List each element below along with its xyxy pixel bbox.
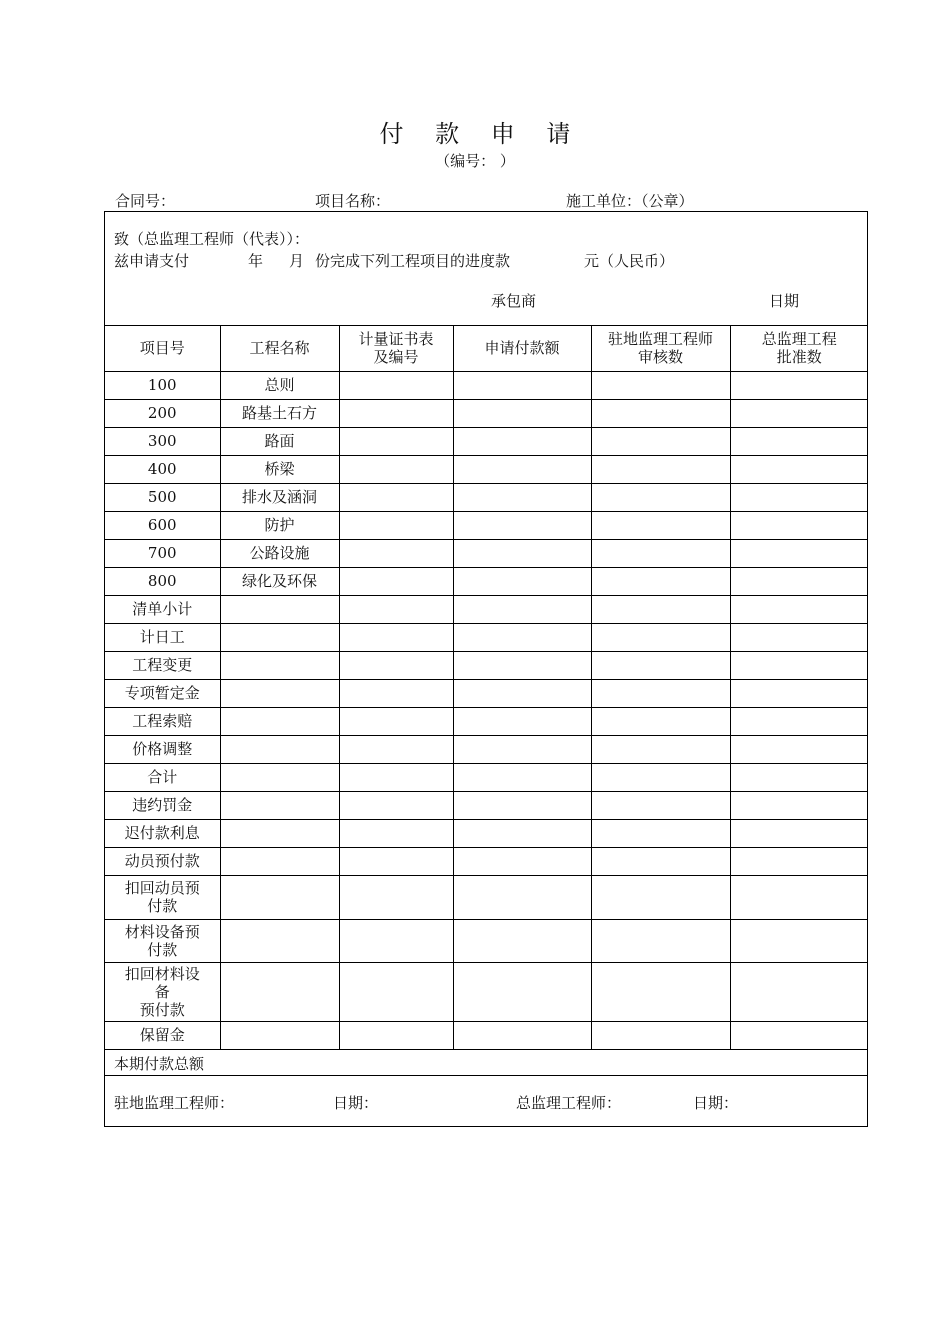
item-number-cell: 扣回动员预 付款 [105,875,220,919]
amount-cell [730,511,868,539]
table-row [105,819,868,847]
amount-cell [339,427,453,455]
amount-cell [591,962,730,1021]
amount-cell [339,455,453,483]
serial-number: （编号： ） [435,152,515,170]
item-number-cell: 价格调整 [105,735,220,763]
amount-cell [453,1021,591,1049]
amount-cell [591,735,730,763]
amount-cell [339,511,453,539]
item-name-cell [220,919,339,962]
amount-cell [339,735,453,763]
amount-cell [339,791,453,819]
column-header: 申请付款额 [453,325,591,371]
item-number-cell: 100 [105,371,220,399]
amount-cell [591,1021,730,1049]
amount-cell [591,539,730,567]
amount-cell [730,371,868,399]
contractor-date-label: 日期 [769,292,800,310]
item-name-cell [220,1021,339,1049]
amount-cell [591,623,730,651]
table-row [105,651,868,679]
item-name-cell [220,623,339,651]
amount-cell [339,875,453,919]
item-number-cell: 计日工 [105,623,220,651]
item-name-cell: 公路设施 [220,539,339,567]
amount-cell [591,791,730,819]
amount-cell [339,623,453,651]
amount-cell [730,707,868,735]
payment-form [104,211,868,1127]
amount-cell [453,511,591,539]
amount-cell [730,919,868,962]
amount-cell [591,875,730,919]
amount-cell [339,819,453,847]
amount-cell [453,399,591,427]
table-row [105,1021,868,1049]
contractor-unit-label: 施工单位：（公章） [566,192,694,210]
table-row [105,595,868,623]
amount-cell [453,707,591,735]
amount-cell [591,847,730,875]
amount-cell [730,847,868,875]
amount-cell [339,539,453,567]
table-row [105,399,868,427]
amount-cell [730,679,868,707]
amount-cell [591,763,730,791]
amount-cell [730,595,868,623]
item-name-cell: 排水及涵洞 [220,483,339,511]
amount-cell [453,962,591,1021]
amount-cell [591,595,730,623]
amount-cell [453,679,591,707]
item-name-cell [220,791,339,819]
amount-cell [730,623,868,651]
amount-cell [339,707,453,735]
amount-cell [730,1021,868,1049]
item-name-cell [220,763,339,791]
amount-cell [339,847,453,875]
amount-cell [730,455,868,483]
table-row [105,679,868,707]
amount-cell [453,875,591,919]
amount-cell [453,763,591,791]
item-number-cell: 400 [105,455,220,483]
amount-cell [453,567,591,595]
amount-cell [339,651,453,679]
amount-cell [453,791,591,819]
amount-cell [591,707,730,735]
table-header-row [105,325,868,371]
project-name-label: 项目名称： [315,192,391,210]
application-statement [105,212,867,326]
item-number-cell: 工程索赔 [105,707,220,735]
table-row [105,539,868,567]
amount-cell [591,427,730,455]
item-number-cell: 700 [105,539,220,567]
amount-cell [591,651,730,679]
amount-cell [453,539,591,567]
column-header: 工程名称 [220,325,339,371]
item-number-cell: 800 [105,567,220,595]
amount-cell [339,919,453,962]
amount-cell [453,847,591,875]
table-row [105,735,868,763]
item-name-cell: 路面 [220,427,339,455]
item-name-cell: 绿化及环保 [220,567,339,595]
amount-cell [339,962,453,1021]
amount-cell [339,371,453,399]
column-header: 驻地监理工程师 审核数 [591,325,730,371]
item-number-cell: 600 [105,511,220,539]
amount-cell [730,427,868,455]
resident-engineer-label: 驻地监理工程师： [114,1094,235,1112]
amount-cell [339,1021,453,1049]
item-name-cell: 桥梁 [220,455,339,483]
item-name-cell [220,651,339,679]
item-number-cell: 材料设备预 付款 [105,919,220,962]
amount-cell [339,595,453,623]
item-name-cell [220,707,339,735]
item-name-cell: 路基土石方 [220,399,339,427]
amount-cell [453,651,591,679]
item-number-cell: 扣回材料设 备 预付款 [105,962,220,1021]
amount-cell [730,539,868,567]
amount-cell [453,819,591,847]
column-header: 总监理工程 批准数 [730,325,868,371]
table-row [105,875,868,919]
amount-cell [339,679,453,707]
amount-cell [591,371,730,399]
table-row [105,483,868,511]
item-number-cell: 违约罚金 [105,791,220,819]
addressee: 致（总监理工程师（代表））： [114,230,310,248]
item-name-cell [220,595,339,623]
total-payment-row [105,1048,867,1076]
item-name-cell [220,735,339,763]
amount-cell [453,735,591,763]
amount-cell [453,455,591,483]
table-row [105,567,868,595]
amount-cell [730,735,868,763]
currency-text: 元（人民币） [584,252,675,270]
table-row [105,919,868,962]
amount-cell [591,679,730,707]
amount-cell [730,819,868,847]
item-number-cell: 300 [105,427,220,455]
chief-date-label: 日期： [693,1094,739,1112]
amount-cell [730,763,868,791]
table-row [105,427,868,455]
resident-date-label: 日期： [333,1094,379,1112]
amount-cell [730,483,868,511]
item-name-cell [220,847,339,875]
year-label: 年 [248,252,264,270]
amount-cell [339,763,453,791]
item-number-cell: 清单小计 [105,595,220,623]
amount-cell [730,791,868,819]
item-number-cell: 工程变更 [105,651,220,679]
item-number-cell: 专项暂定金 [105,679,220,707]
amount-cell [453,623,591,651]
progress-text: 份完成下列工程项目的进度款 [315,252,511,270]
amount-cell [730,875,868,919]
contract-number-label: 合同号： [115,192,176,210]
column-header: 计量证书表 及编号 [339,325,453,371]
item-number-cell: 200 [105,399,220,427]
item-number-cell: 500 [105,483,220,511]
table-row [105,455,868,483]
table-row [105,847,868,875]
amount-cell [730,399,868,427]
payment-table [105,325,868,1050]
request-text: 兹申请支付 [114,252,190,270]
amount-cell [591,511,730,539]
amount-cell [339,567,453,595]
amount-cell [730,962,868,1021]
amount-cell [591,819,730,847]
amount-cell [453,595,591,623]
amount-cell [339,483,453,511]
item-name-cell [220,819,339,847]
item-name-cell [220,679,339,707]
chief-engineer-label: 总监理工程师： [516,1094,622,1112]
amount-cell [453,371,591,399]
amount-cell [453,427,591,455]
item-number-cell: 动员预付款 [105,847,220,875]
table-row [105,623,868,651]
signature-row [105,1076,867,1126]
amount-cell [453,919,591,962]
total-payment-label: 本期付款总额 [114,1055,205,1073]
item-name-cell: 总则 [220,371,339,399]
table-row [105,791,868,819]
amount-cell [591,455,730,483]
amount-cell [453,483,591,511]
item-name-cell [220,962,339,1021]
amount-cell [339,399,453,427]
table-row [105,511,868,539]
item-number-cell: 合计 [105,763,220,791]
table-row [105,962,868,1021]
item-name-cell [220,875,339,919]
amount-cell [591,399,730,427]
amount-cell [591,567,730,595]
item-number-cell: 保留金 [105,1021,220,1049]
amount-cell [730,567,868,595]
month-label: 月 [289,252,305,270]
amount-cell [591,483,730,511]
table-row [105,707,868,735]
contractor-signature-label: 承包商 [491,292,537,310]
item-number-cell: 迟付款利息 [105,819,220,847]
item-name-cell: 防护 [220,511,339,539]
amount-cell [730,651,868,679]
column-header: 项目号 [105,325,220,371]
form-title: 付 款 申 请 [379,120,583,148]
table-row [105,371,868,399]
table-row [105,763,868,791]
amount-cell [591,919,730,962]
